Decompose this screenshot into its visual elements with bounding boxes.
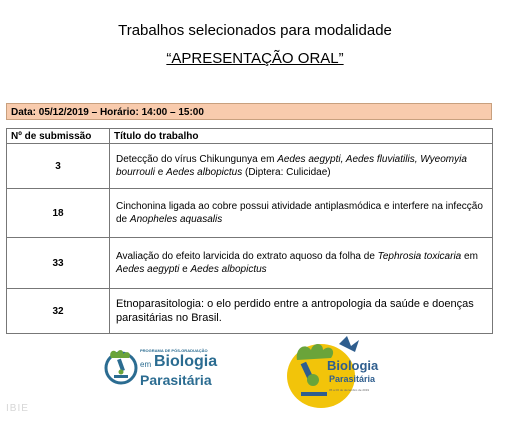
title-text: Cinchonina ligada ao cobre possui atividade antiplasmódica e interfere na infecção de <box>116 201 483 225</box>
work-title <box>110 189 493 238</box>
table-row <box>7 238 493 289</box>
page-subtitle: “APRESENTAÇÃO ORAL” <box>166 50 344 67</box>
submission-number: 18 <box>7 189 110 238</box>
page-title: Trabalhos selecionados para modalidade <box>118 22 392 39</box>
title-text: em <box>461 251 478 262</box>
event-parasitaria: Parasitária <box>329 374 376 384</box>
submission-number: 32 <box>7 289 110 334</box>
species-name: Anopheles aquasalis <box>129 214 223 225</box>
program-logo <box>104 346 224 390</box>
species-name: Aedes albopictus <box>166 167 243 178</box>
event-emblem-icon <box>283 336 387 410</box>
program-parasitaria: Parasitária <box>140 372 212 388</box>
microscope-icon <box>104 348 138 388</box>
work-title <box>110 238 493 289</box>
works-table <box>6 128 493 334</box>
event-biologia: Biologia <box>327 358 379 373</box>
watermark: IBIE <box>6 403 29 414</box>
species-name: Tephrosia toxicaria <box>377 251 462 262</box>
title-text: Detecção do vírus Chikungunya em <box>116 154 278 165</box>
program-small-text: PROGRAMA DE PÓS-GRADUAÇÃO <box>140 348 208 353</box>
col-title-header: Título do trabalho <box>110 129 493 144</box>
title-text: Avaliação do efeito larvicida do extrato aquoso da folha de <box>116 251 378 262</box>
submission-number: 33 <box>7 238 110 289</box>
work-title <box>110 289 493 334</box>
table-row <box>7 189 493 238</box>
title-text: Etnoparasitologia: o elo perdido entre a antropologia da saúde e doenças parasitárias no Brasil. <box>116 298 474 324</box>
species-name: Aedes albopictus <box>190 264 267 275</box>
title-text: e <box>154 167 167 178</box>
program-biologia: Biologia <box>154 353 218 370</box>
species-name: Aedes aegypti, Aedes fluviatilis, Wyeomyia bourrouli <box>116 154 467 178</box>
work-title <box>110 144 493 189</box>
program-em: em <box>140 360 152 369</box>
submission-number: 3 <box>7 144 110 189</box>
event-logo <box>283 336 387 410</box>
species-name: Aedes aegypti <box>116 264 180 275</box>
table-row <box>7 144 493 189</box>
title-text: e <box>179 264 191 275</box>
table-row <box>7 289 493 334</box>
title-text: (Diptera: Culicidae) <box>242 167 331 178</box>
table-header-row <box>7 129 493 144</box>
session-date-bar: Data: 05/12/2019 – Horário: 14:00 – 15:00 <box>6 103 492 120</box>
event-dates: 05 a 06 de dezembro de 2019 <box>329 388 370 392</box>
col-submission-header: Nº de submissão <box>7 129 110 144</box>
